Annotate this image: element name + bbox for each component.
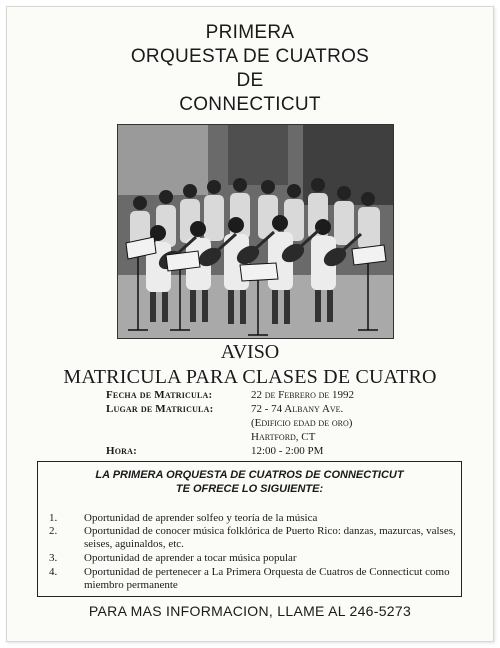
header-line-3: DE — [236, 70, 264, 91]
offer-item-number: 1. — [49, 512, 58, 524]
offer-heading-line-2: TE OFRECE LO SIGUIENTE: — [175, 483, 324, 495]
offer-item-text: Oportunidad de aprender solfeo y teoría de la música — [84, 512, 318, 524]
offer-item-number: 2. — [49, 525, 58, 537]
orchestra-photo-illustration — [118, 125, 393, 338]
header-line-2: ORQUESTA DE CUATROS — [130, 46, 370, 67]
enrollment-place-city: Hartford, CT — [251, 431, 316, 443]
offer-item-text: Oportunidad de pertenecer a La Primera Orquesta de Cuatros de Connecticut como miembro permanente — [84, 566, 450, 591]
offer-box — [37, 461, 462, 597]
header-line-4: CONNECTICUT — [179, 94, 321, 115]
contact-info: PARA MAS INFORMACION, LLAME AL 246-5273 — [88, 603, 412, 619]
offer-item-number: 4. — [49, 566, 58, 578]
notice-title: AVISO — [220, 341, 280, 363]
orchestra-photo — [117, 124, 394, 339]
enrollment-time-label: Hora: — [106, 445, 137, 457]
offer-item-text: Oportunidad de aprender a tocar música popular — [84, 552, 297, 564]
enrollment-place-label: Lugar de Matricula: — [106, 403, 214, 415]
offer-item-number: 3. — [49, 552, 58, 564]
enrollment-date-value — [251, 389, 354, 402]
enrollment-place-building: (Edificio edad de oro) — [251, 417, 353, 429]
enrollment-date-text: 22 de Febrero de 1992 — [251, 389, 355, 401]
notice-subtitle: MATRICULA PARA CLASES DE CUATRO — [63, 366, 437, 388]
enrollment-place-value: 72 - 74 Albany Ave. — [251, 403, 344, 415]
header-line-1: PRIMERA — [205, 22, 295, 43]
offer-heading-line-1: LA PRIMERA ORQUESTA DE CUATROS DE CONNECTICUT — [95, 469, 404, 481]
offer-item-text: Oportunidad de conocer música folklórica de Puerto Rico: danzas, mazurcas, valses, seises, aguinaldos, etc. — [84, 525, 456, 550]
enrollment-date-label: Fecha de Matricula: — [106, 389, 213, 401]
enrollment-time-value: 12:00 - 2:00 PM — [251, 445, 324, 457]
